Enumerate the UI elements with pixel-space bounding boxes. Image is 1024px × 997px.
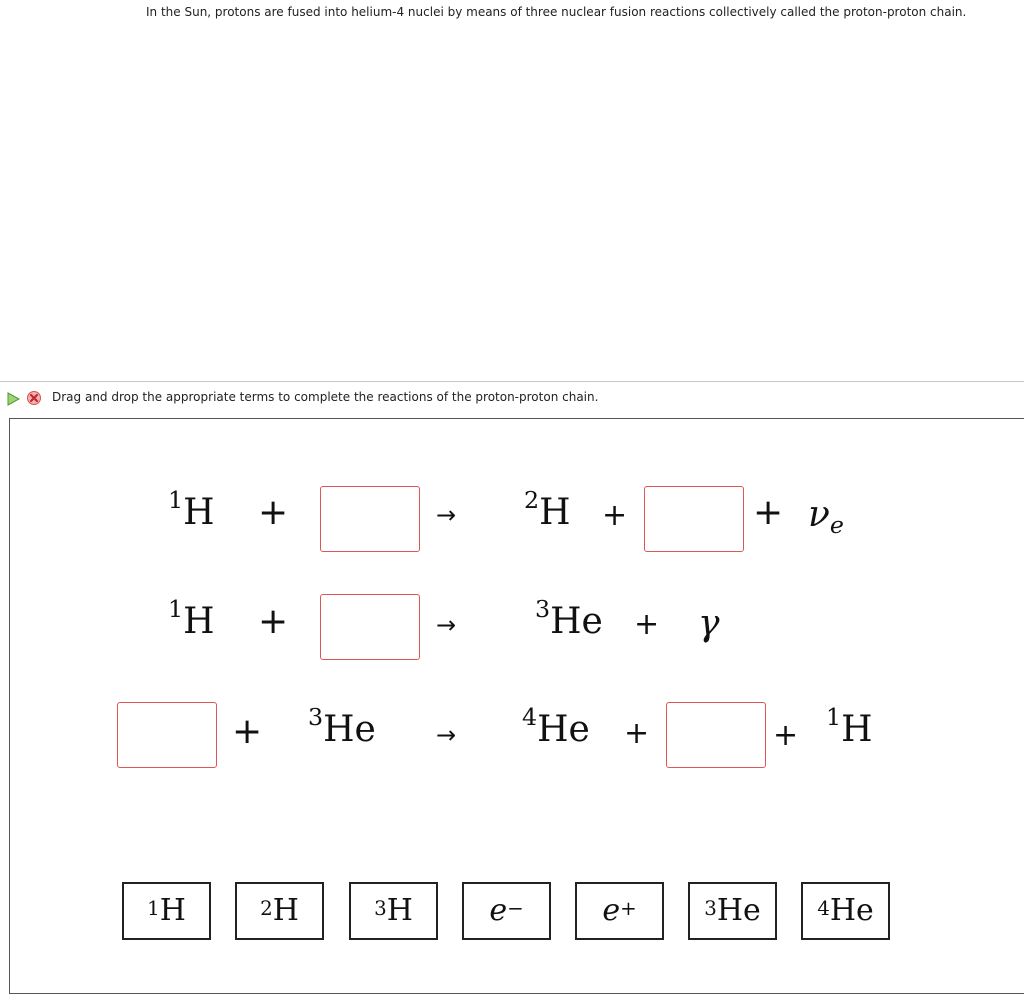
r1-dropzone-1[interactable] bbox=[320, 486, 420, 552]
r1-product-2h: $^2$H bbox=[524, 486, 571, 533]
r1-dropzone-2[interactable] bbox=[644, 486, 744, 552]
tile-3h[interactable]: $^3$ H bbox=[349, 882, 438, 940]
r3-product-1h: $^1$H bbox=[826, 703, 873, 750]
tile-3he[interactable]: $^3$ He bbox=[688, 882, 777, 940]
r3-reactant-3he: $^3$He bbox=[308, 703, 376, 750]
r1-arrow: → bbox=[436, 501, 457, 529]
r3-plus-3: + bbox=[773, 718, 799, 753]
r1-neutrino: νe bbox=[808, 494, 844, 540]
tile-4he[interactable]: $^4$ He bbox=[801, 882, 890, 940]
instruction-text: Drag and drop the appropriate terms to complete the reactions of the proton-proton chain. bbox=[52, 390, 599, 404]
r2-gamma: γ bbox=[698, 603, 720, 644]
section-divider bbox=[0, 381, 1024, 382]
tile-1h[interactable]: $^1$ H bbox=[122, 882, 211, 940]
r3-product-4he: $^4$He bbox=[522, 703, 590, 750]
r3-dropzone-1[interactable] bbox=[117, 702, 217, 768]
intro-text: In the Sun, protons are fused into helium-4 nuclei by means of three nuclear fusion reactions collectively called the proton-proton chain. bbox=[146, 5, 967, 19]
r3-arrow: → bbox=[436, 721, 457, 749]
incorrect-icon bbox=[26, 390, 42, 406]
r2-reactant-1h: $^1$H bbox=[168, 595, 215, 642]
r2-dropzone-1[interactable] bbox=[320, 594, 420, 660]
r3-dropzone-2[interactable] bbox=[666, 702, 766, 768]
r2-plus-1: + bbox=[258, 601, 289, 642]
r1-plus-1: + bbox=[258, 492, 289, 533]
r2-product-3he: $^3$He bbox=[535, 595, 603, 642]
r1-reactant-1h: $^1$H bbox=[168, 486, 215, 533]
tile-2h[interactable]: $^2$ H bbox=[235, 882, 324, 940]
r3-plus-2: + bbox=[624, 716, 650, 751]
r2-arrow: → bbox=[436, 611, 457, 639]
r1-plus-2: + bbox=[602, 498, 628, 533]
r3-plus-1: + bbox=[232, 711, 263, 752]
r2-plus-2: + bbox=[634, 607, 660, 642]
play-icon[interactable] bbox=[6, 391, 20, 405]
r1-plus-3: + bbox=[753, 492, 784, 533]
part-header bbox=[0, 384, 1024, 412]
tile-electron[interactable]: e − bbox=[462, 882, 551, 940]
tile-positron[interactable]: e + bbox=[575, 882, 664, 940]
